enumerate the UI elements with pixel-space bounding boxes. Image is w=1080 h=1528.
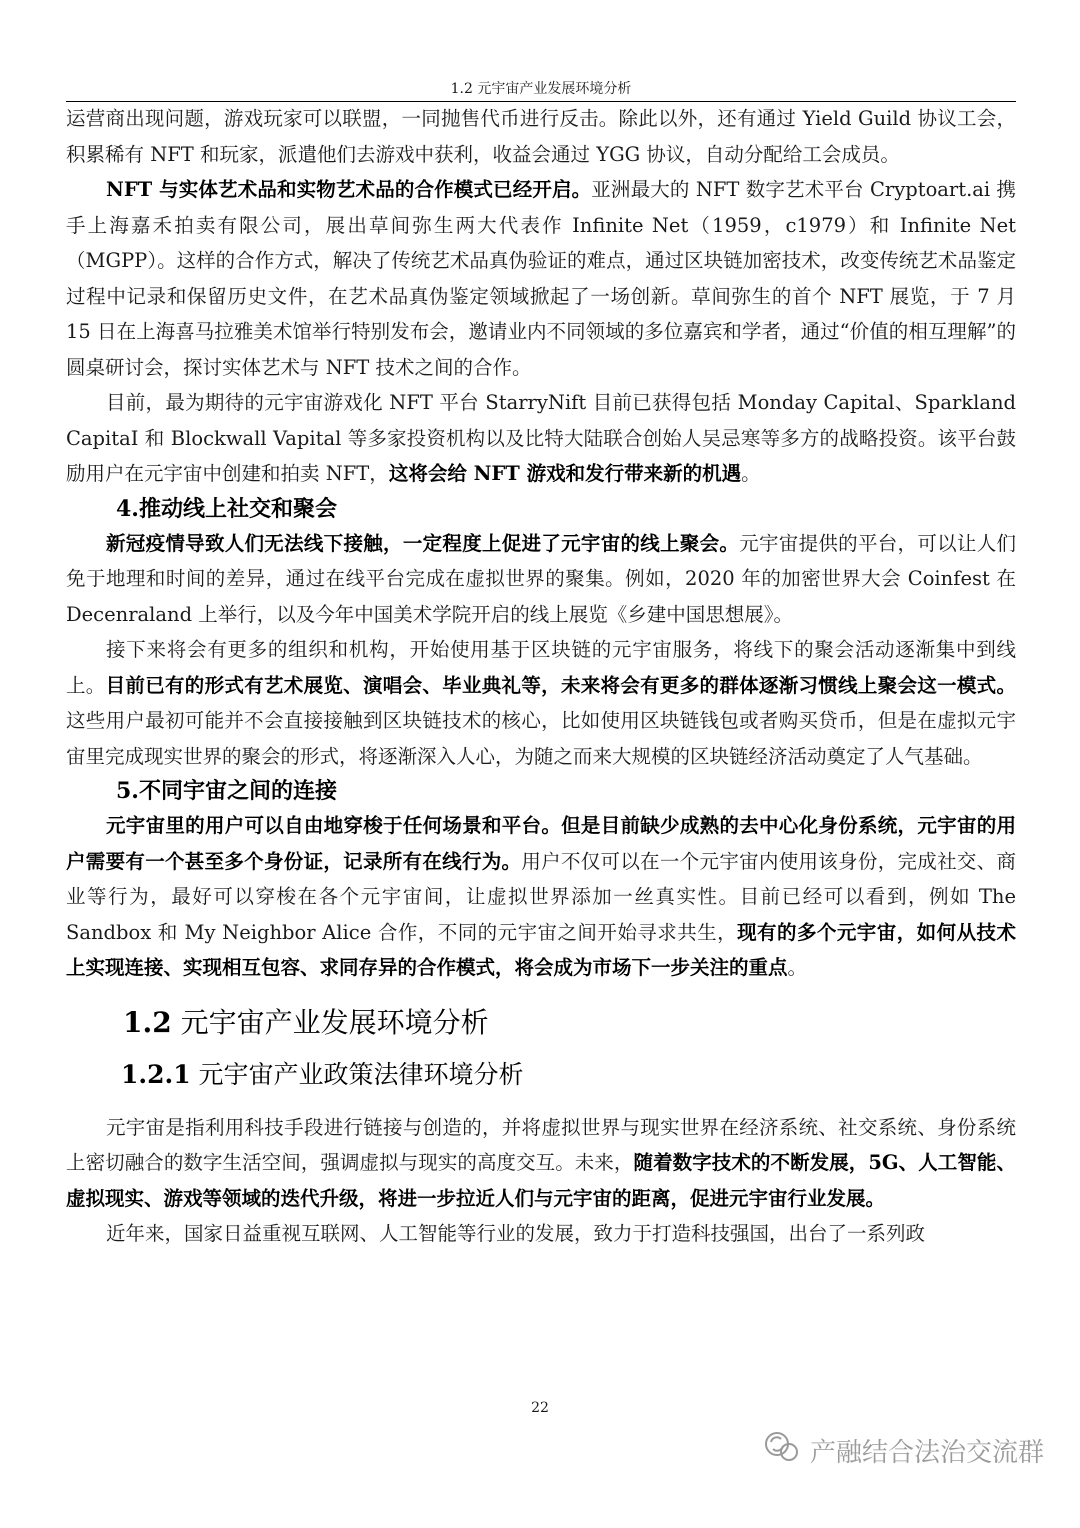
subheading-4: 4.推动线上社交和聚会 [116, 495, 337, 522]
paragraph [66, 632, 1016, 774]
paragraph-text: 元宇宙是指利用科技手段进行链接与创造的，并将虚拟世界与现实世界在经济系统、社交系统、身份系统上密切融合的数字生活空间，强调虚拟与现实的高度交互。未来， [66, 1115, 1016, 1174]
paragraph-text: 接下来将会有更多的组织和机构，开始使用基于区块链的元宇宙服务，将线下的聚会活动逐渐集中到线上。 [66, 638, 1016, 697]
paragraph [66, 385, 1016, 492]
paragraph-text: 。 [741, 462, 761, 485]
paragraph-text: 近年来，国家日益重视互联网、人工智能等行业的发展，致力于打造科技强国，出台了一系列政 [106, 1222, 926, 1245]
paragraph [66, 526, 1016, 633]
paragraph [66, 808, 1016, 986]
bold-lead: 新冠疫情导致人们无法线下接触，一定程度上促进了元宇宙的线上聚会。 [106, 531, 740, 555]
subsection-title: 元宇宙产业政策法律环境分析 [190, 1059, 524, 1089]
subheading-5: 5.不同宇宙之间的连接 [116, 778, 337, 804]
bold-text: 这将会给 NFT 游戏和发行带来新的机遇 [388, 462, 742, 485]
subsection-number: 1.2.1 [121, 1059, 191, 1089]
paragraph-text: 运营商出现问题，游戏玩家可以联盟，一同抛售代币进行反击。除此以外，还有通过 Yield Guild 协议工会，积累稀有 NFT 和玩家，派遣他们去游戏中获利，收益会通过 YGG 协议，自动分配给工会成员。 [66, 107, 1016, 166]
paragraph-text: 这些用户最初可能并不会直接接触到区块链技术的核心，比如使用区块链钱包或者购买贷币，但是在虚拟元宇宙里完成现实世界的聚会的形式，将逐渐深入人心，为随之而来大规模的区块链经济活动奠定了人气基础。 [66, 709, 1016, 768]
section-title: 元宇宙产业发展环境分析 [171, 1005, 489, 1039]
bold-lead: NFT 与实体艺术品和实物艺术品的合作模式已经开启。 [106, 178, 592, 201]
subsection-heading [66, 1052, 1016, 1098]
body-text [66, 101, 1016, 1252]
paragraph-text: 元宇宙提供的平台，可以让人们免于地理和时间的差异，通过在线平台完成在虚拟世界的聚集。例如，2020 年的加密世界大会 Coinfest 在 Decenraland 上举行，以及今年中国美术学院开启的线上展览《乡建中国思想展》。 [66, 531, 1016, 626]
paragraph [66, 1216, 1016, 1252]
paragraph-text: 目前，最为期待的元宇宙游戏化 NFT 平台 StarryNift 目前已获得包括 Monday Capital、Sparkland CapitaI 和 Blockwall Vapital 等多家投资机构以及比特大陆联合创始人吴忌寒等多方的战略投资。该平台鼓励用户在元宇宙中创建和拍卖 NFT， [66, 391, 1016, 485]
bold-text: 现有的多个元宇宙，如何从技术上实现连接、实现相互包容、求同存异的合作模式，将会成为市场下一步关注的重点 [66, 920, 1016, 979]
section-heading [66, 1000, 1016, 1046]
paragraph [66, 101, 1016, 172]
paragraph-text: 。 [787, 956, 808, 979]
section-number: 1.2 [123, 1005, 172, 1039]
paragraph [66, 172, 1016, 385]
paragraph [66, 1110, 1016, 1217]
wechat-official-account-icon [762, 1430, 810, 1471]
bold-lead: 元宇宙里的用户可以自由地穿梭于任何场景和平台。但是目前缺少成熟的去中心化身份系统，元宇宙的用户需要有一个甚至多个身份证，记录所有在线行为。 [66, 814, 1016, 873]
running-header: 1.2 元宇宙产业发展环境分析 [66, 80, 1016, 102]
bold-text: 随着数字技术的不断发展，5G、人工智能、虚拟现实、游戏等领域的迭代升级，将进一步拉近人们与元宇宙的距离，促进元宇宙行业发展。 [66, 1151, 1016, 1210]
watermark [762, 1430, 1044, 1470]
page-number: 22 [531, 1400, 549, 1416]
bold-text: 目前已有的形式有艺术展览、演唱会、毕业典礼等，未来将会有更多的群体逐渐习惯线上聚会这一模式。 [105, 673, 1016, 697]
paragraph-text: 用户不仅可以在一个元宇宙内使用该身份，完成社交、商业等行为，最好可以穿梭在各个元宇宙间，让虚拟世界添加一丝真实性。目前已经可以看到，例如 The Sandbox 和 My Neighbor Alice 合作，不同的元宇宙之间开始寻求共生， [66, 849, 1016, 944]
paragraph-text: 亚洲最大的 NFT 数字艺术平台 Cryptoart.ai 携手上海嘉禾拍卖有限公司，展出草间弥生两大代表作 Infinite Net（1959，c1979）和 Infinite Net（MGPP）。这样的合作方式，解决了传统艺术品真伪验证的难点，通过区块链加密技术，改变传统艺术品鉴定过程中记录和保留历史文件，在艺术品真伪鉴定领域掀起了一场创新。草间弥生的首个 NFT 展览，于 7 月 15 日在上海喜马拉雅美术馆举行特别发布会，邀请业内不同领域的多位嘉宾和学者，通过“价值的相互理解”的圆桌研讨会，探讨实体艺术与 NFT 技术之间的合作。 [66, 178, 1016, 379]
watermark-text: 产融结合法治交流群 [810, 1437, 1045, 1468]
